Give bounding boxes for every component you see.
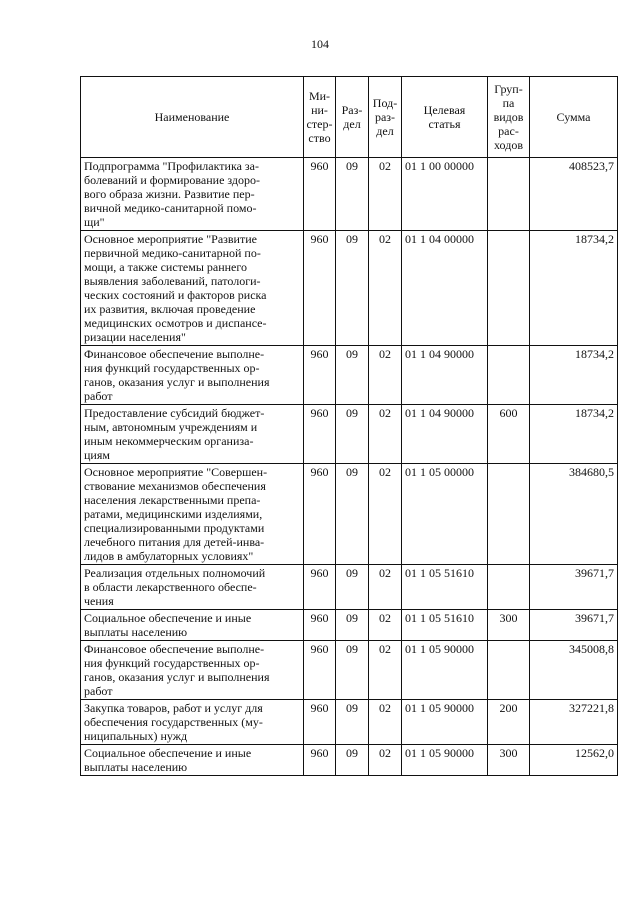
table-row bbox=[81, 231, 618, 346]
header-razdel: Раз- дел bbox=[336, 77, 369, 158]
row-name-cell: Социальное обеспечение и иные выплаты населению bbox=[81, 745, 304, 776]
header-group: Груп- па видов рас- ходов bbox=[488, 77, 530, 158]
row-razdel-cell: 09 bbox=[336, 565, 369, 610]
header-podrazdel: Под- раз- дел bbox=[369, 77, 402, 158]
budget-table bbox=[80, 76, 618, 776]
row-ministry-cell: 960 bbox=[304, 405, 336, 464]
table-row bbox=[81, 405, 618, 464]
row-group-cell: 600 bbox=[488, 405, 530, 464]
row-target-cell: 01 1 05 90000 bbox=[402, 641, 488, 700]
row-ministry-cell: 960 bbox=[304, 745, 336, 776]
row-ministry-cell: 960 bbox=[304, 346, 336, 405]
row-group-cell bbox=[488, 231, 530, 346]
row-sum-cell: 18734,2 bbox=[530, 346, 618, 405]
row-sum-cell: 408523,7 bbox=[530, 158, 618, 231]
row-name-cell: Финансовое обеспечение выполне- ния функций государственных ор- ганов, оказания услуг и выполнения работ bbox=[81, 346, 304, 405]
row-podrazdel-cell: 02 bbox=[369, 464, 402, 565]
row-razdel-cell: 09 bbox=[336, 700, 369, 745]
row-sum-cell: 18734,2 bbox=[530, 231, 618, 346]
table-row bbox=[81, 745, 618, 776]
row-razdel-cell: 09 bbox=[336, 745, 369, 776]
row-podrazdel-cell: 02 bbox=[369, 610, 402, 641]
row-podrazdel-cell: 02 bbox=[369, 700, 402, 745]
row-ministry-cell: 960 bbox=[304, 231, 336, 346]
header-target: Целевая статья bbox=[402, 77, 488, 158]
row-razdel-cell: 09 bbox=[336, 231, 369, 346]
row-group-cell bbox=[488, 464, 530, 565]
row-target-cell: 01 1 05 51610 bbox=[402, 565, 488, 610]
row-name-cell: Закупка товаров, работ и услуг для обеспечения государственных (му- ниципальных) нужд bbox=[81, 700, 304, 745]
row-podrazdel-cell: 02 bbox=[369, 346, 402, 405]
row-sum-cell: 12562,0 bbox=[530, 745, 618, 776]
row-name-cell: Социальное обеспечение и иные выплаты населению bbox=[81, 610, 304, 641]
row-target-cell: 01 1 05 00000 bbox=[402, 464, 488, 565]
table-row bbox=[81, 565, 618, 610]
row-sum-cell: 384680,5 bbox=[530, 464, 618, 565]
row-podrazdel-cell: 02 bbox=[369, 158, 402, 231]
row-target-cell: 01 1 00 00000 bbox=[402, 158, 488, 231]
row-ministry-cell: 960 bbox=[304, 158, 336, 231]
row-name-cell: Основное мероприятие "Развитие первичной медико-санитарной по- мощи, а также системы раннего выявления заболеваний, патологи- ческих состояний и факторов риска их развития, включая проведение медицинских осмотров и диспансе- ризации населения" bbox=[81, 231, 304, 346]
header-ministry: Ми- ни- стер- ство bbox=[304, 77, 336, 158]
row-name-cell: Основное мероприятие "Совершен- ствование механизмов обеспечения населения лекарственными препа- ратами, медицинскими изделиями, специализированными продуктами лечебного питания для детей-инва- лидов в амбулаторных условиях" bbox=[81, 464, 304, 565]
row-razdel-cell: 09 bbox=[336, 158, 369, 231]
row-name-cell: Финансовое обеспечение выполне- ния функций государственных ор- ганов, оказания услуг и выполнения работ bbox=[81, 641, 304, 700]
table-row bbox=[81, 700, 618, 745]
row-podrazdel-cell: 02 bbox=[369, 231, 402, 346]
row-group-cell: 300 bbox=[488, 610, 530, 641]
row-group-cell bbox=[488, 565, 530, 610]
row-name-cell: Подпрограмма "Профилактика за- болеваний и формирование здоро- вого образа жизни. Развитие пер- вичной медико-санитарной помо- щи" bbox=[81, 158, 304, 231]
table-header bbox=[81, 77, 618, 158]
row-sum-cell: 345008,8 bbox=[530, 641, 618, 700]
row-podrazdel-cell: 02 bbox=[369, 565, 402, 610]
row-group-cell bbox=[488, 346, 530, 405]
row-name-cell: Реализация отдельных полномочий в области лекарственного обеспе- чения bbox=[81, 565, 304, 610]
row-name-cell: Предоставление субсидий бюджет- ным, автономным учреждениям и иным некоммерческим организа- циям bbox=[81, 405, 304, 464]
row-sum-cell: 327221,8 bbox=[530, 700, 618, 745]
row-ministry-cell: 960 bbox=[304, 700, 336, 745]
table-row bbox=[81, 641, 618, 700]
row-target-cell: 01 1 04 90000 bbox=[402, 346, 488, 405]
row-ministry-cell: 960 bbox=[304, 464, 336, 565]
row-razdel-cell: 09 bbox=[336, 641, 369, 700]
row-target-cell: 01 1 05 90000 bbox=[402, 745, 488, 776]
row-razdel-cell: 09 bbox=[336, 346, 369, 405]
table-row bbox=[81, 346, 618, 405]
row-razdel-cell: 09 bbox=[336, 610, 369, 641]
row-group-cell bbox=[488, 158, 530, 231]
row-target-cell: 01 1 04 90000 bbox=[402, 405, 488, 464]
row-sum-cell: 39671,7 bbox=[530, 610, 618, 641]
row-ministry-cell: 960 bbox=[304, 641, 336, 700]
row-podrazdel-cell: 02 bbox=[369, 405, 402, 464]
row-target-cell: 01 1 05 90000 bbox=[402, 700, 488, 745]
row-target-cell: 01 1 05 51610 bbox=[402, 610, 488, 641]
header-name: Наименование bbox=[81, 77, 304, 158]
row-ministry-cell: 960 bbox=[304, 610, 336, 641]
row-razdel-cell: 09 bbox=[336, 405, 369, 464]
row-podrazdel-cell: 02 bbox=[369, 745, 402, 776]
row-podrazdel-cell: 02 bbox=[369, 641, 402, 700]
table-row bbox=[81, 464, 618, 565]
row-sum-cell: 18734,2 bbox=[530, 405, 618, 464]
row-group-cell: 300 bbox=[488, 745, 530, 776]
row-razdel-cell: 09 bbox=[336, 464, 369, 565]
table-row bbox=[81, 158, 618, 231]
row-group-cell: 200 bbox=[488, 700, 530, 745]
page-number: 104 bbox=[311, 37, 329, 51]
header-sum: Сумма bbox=[530, 77, 618, 158]
row-ministry-cell: 960 bbox=[304, 565, 336, 610]
table-body bbox=[81, 158, 618, 776]
row-target-cell: 01 1 04 00000 bbox=[402, 231, 488, 346]
table-row bbox=[81, 610, 618, 641]
row-group-cell bbox=[488, 641, 530, 700]
row-sum-cell: 39671,7 bbox=[530, 565, 618, 610]
